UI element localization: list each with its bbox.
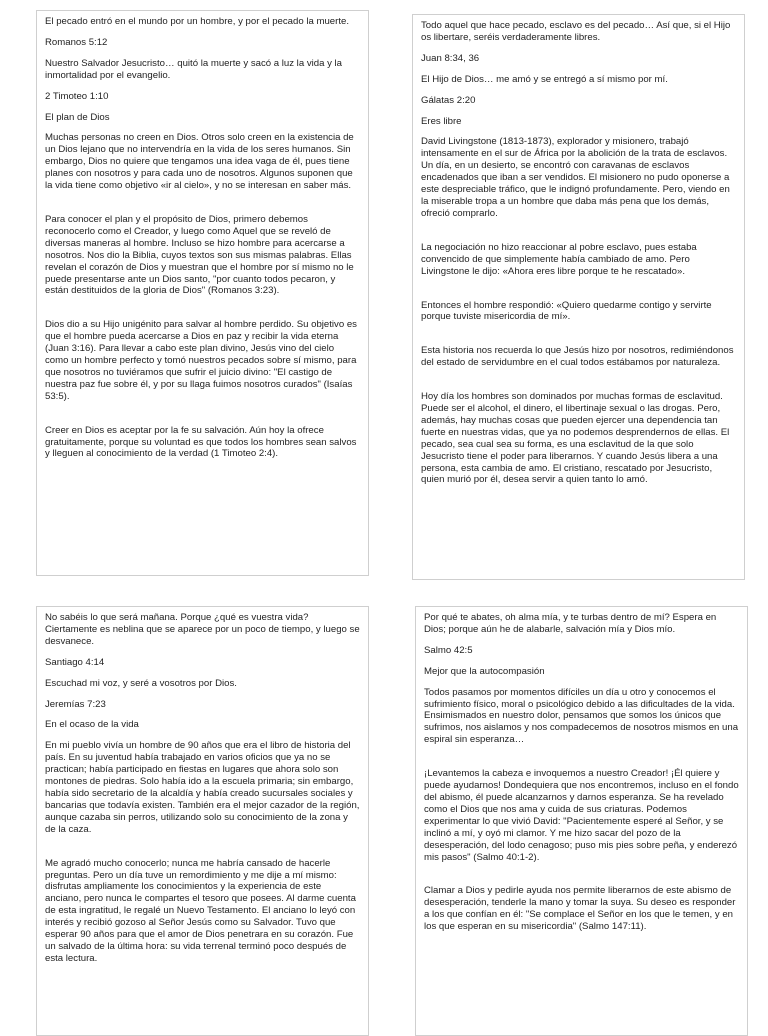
body-paragraph: Hoy día los hombres son dominados por muchas formas de esclavitud. Puede ser el alcohol, el dinero, el libertinaje sexual o las drogas. Pero, además, hay muchas cosas que pueden ejercer una dependencia tan fuerte en nuestras vidas, que ya no podemos desprendernos de ellas. El pecado, sea cual sea su forma, es una esclavitud de la que solo Jesucristo tiene el poder para liberarnos. Y cuando Jesús libera a una persona, esta cambia de amo. El cristiano, rescatado por Jesucristo, quien murió por él, desea servir a quien tanto lo amó. — [421, 391, 730, 486]
body-paragraph: Me agradó mucho conocerlo; nunca me habría cansado de hacerle preguntas. Pero un día tuve un remordimiento y me dije a mí mismo: disfrutas ampliamente los conocimientos y la experiencia de este anciano, pero nunca le compartes el tesoro que posees. Al darme cuenta de esta ingratitud, le regalé un Nuevo Testamento. El anciano lo leyó con interés y recibió gozoso al Señor Jesús como su Salvador. Tuvo que esperar 90 años para que el amor de Dios penetrara en su corazón. Fue un salvado de la última hora: su vida terrenal terminó poco después de esta lectura. — [45, 857, 356, 964]
verse-quote: No sabéis lo que será mañana. Porque ¿qué es vuestra vida? Ciertamente es neblina que se aparece por un poco de tiempo, y luego se desvanece. — [45, 612, 360, 647]
body-paragraph: Creer en Dios es aceptar por la fe su salvación. Aún hoy la ofrece gratuitamente, porque su voluntad es que todos los hombres sean salvos y lleguen al conocimiento de la verdad (1 Timoteo 2:4). — [45, 424, 357, 460]
body-paragraph: Entonces el hombre respondió: «Quiero quedarme contigo y servirte porque tuviste misericordia de mí». — [421, 299, 712, 323]
body-paragraph: Clamar a Dios y pedirle ayuda nos permite liberarnos de este abismo de desesperación, tenderle la mano y tomar la suya. Su deseo es responder a los que confían en él: "Se complace el Señor en los que le temen, y en los que esperan en su misericordia" (Salmo 147:11). — [424, 885, 736, 933]
body-paragraph: Muchas personas no creen en Dios. Otros solo creen en la existencia de un Dios lejano que no intervendría en la vida de los seres humanos. Sin embargo, Dios no quiere que tengamos una idea vaga de él, pues tiene planes con nosotros y para cada uno de nosotros. Algunos suponen que la vida tiene como objetivo «ir al cielo», y no se interesan en saber más. — [45, 132, 354, 192]
body-paragraph: La negociación no hizo reaccionar al pobre esclavo, pues estaba convencido de que simplemente había cambiado de amo. Pero Livingstone le dijo: «Ahora eres libre porque te he rescatado». — [421, 241, 697, 277]
card-title: El plan de Dios — [45, 111, 110, 123]
body-paragraph: Esta historia nos recuerda lo que Jesús hizo por nosotros, redimiéndonos del estado de servidumbre en el cual todos estábamos por naturaleza. — [421, 345, 734, 369]
body-paragraph: Para conocer el plan y el propósito de Dios, primero debemos reconocerlo como el Creador, y luego como Aquel que se reveló de diversas maneras al hombre. Incluso se hizo hombre para acercarse a nosotros. Nos dio la Biblia, cuyos textos son sus mismas palabras. Ellas revelan el corazón de Dios y muestran que el hombre por sí mismo no le puede presentarse ante un Dios santo, "por cuanto todos pecaron, y están destituidos de la gloria de Dios" (Romanos 3:23). — [45, 213, 354, 297]
verse-reference: Santiago 4:14 — [45, 656, 105, 668]
body-paragraph: Dios dio a su Hijo unigénito para salvar al hombre perdido. Su objetivo es que el hombre pueda acercarse a Dios en paz y recibir la vida eterna (Juan 3:16). Para llevar a cabo este plan divino, Jesús vino del cielo como un hombre perfecto y tomó nuestros pecados sobre sí mismo, para que nosotros no tuviéramos que sufrir el juicio divino: "El castigo de nuestra paz fue sobre él, y por su llaga fuimos nosotros curados" (Isaías 53:5). — [45, 319, 357, 402]
body-paragraph: ¡Levantemos la cabeza e invoquemos a nuestro Creador! ¡Él quiere y puede ayudarnos! Dondequiera que nos encontremos, incluso en el fondo del abismo, él puede alcanzarnos y darnos esperanza. Se ha revelado como el Dios que nos ama y cuida de sus criaturas. Podemos experimentar lo que vivió David: "Pacientemente esperé al Señor, y se inclinó a mí, y oyó mi clamor. Y me hizo sacar del pozo de la desesperación, del lodo cenagoso; puso mis pies sobre peña, y enderezó mis pasos" (Salmo 40:1-2). — [424, 768, 739, 863]
devotional-card-4 — [415, 606, 748, 1036]
verse-quote: Todo aquel que hace pecado, esclavo es del pecado… Así que, si el Hijo os libertare, seréis verdaderamente libres. — [421, 20, 731, 43]
verse-reference: Jeremías 7:23 — [45, 698, 106, 710]
verse-reference: Salmo 42:5 — [424, 644, 473, 656]
verse-reference: Gálatas 2:20 — [421, 94, 476, 106]
verse-quote: Escuchad mi voz, y seré a vosotros por Dios. — [45, 677, 237, 689]
body-paragraph: En mi pueblo vivía un hombre de 90 años que era el libro de historia del país. En su juventud había trabajado en varios oficios que ya no se practican; había participado en fiestas en lugares que ahora solo son montones de piedras. Solo había ido a la escuela primaria; sin embargo, había sido secretario de la alcaldía y había creado sucursales sociales y bancarias que todavía existen. También era el mejor cazador de la región, aunque cazaba sin perros, utilizando solo su conocimiento de la zona y de la caza. — [45, 740, 360, 835]
verse-quote: El pecado entró en el mundo por un hombre, y por el pecado la muerte. — [45, 16, 349, 27]
verse-reference: Juan 8:34, 36 — [421, 52, 480, 64]
card-title: Mejor que la autocompasión — [424, 665, 545, 677]
verse-quote: Por qué te abates, oh alma mía, y te turbas dentro de mí? Espera en Dios; porque aún he de alabarle, salvación mía y Dios mío. — [424, 612, 717, 635]
devotional-card-2 — [412, 14, 745, 580]
verse-quote: Nuestro Salvador Jesucristo… quitó la muerte y sacó a luz la vida y la inmortalidad por el evangelio. — [45, 57, 343, 81]
verse-quote: El Hijo de Dios… me amó y se entregó a sí mismo por mí. — [421, 73, 668, 85]
body-paragraph: David Livingstone (1813-1873), explorador y misionero, trabajó intensamente en el sur de África por la abolición de la trata de esclavos. Un día, en un desierto, se encontró con caravanas de esclavos encadenados que iban a ser vendidos. El misionero no pudo oponerse a este despreciable tráfico, que le indignó profundamente. Pero, viendo en la miserable tropa a un hombre que daba más pena que los demás, ofreció comprarlo. — [421, 136, 730, 219]
devotional-card-3 — [36, 606, 369, 1036]
verse-reference: 2 Timoteo 1:10 — [45, 90, 109, 102]
verse-reference: Romanos 5:12 — [45, 36, 108, 48]
card-title: Eres libre — [421, 115, 462, 127]
devotional-card-1 — [36, 10, 369, 576]
card-title: En el ocaso de la vida — [45, 719, 139, 731]
body-paragraph: Todos pasamos por momentos difíciles un día u otro y conocemos el sufrimiento físico, moral o psicológico debido a las dificultades de la vida. Ensimismados en nuestro dolor, pensamos que somos los únicos que sufrimos, nos aislamos y nos compadecemos de nosotros mismos en una espiral sin esperanza… — [424, 686, 739, 746]
